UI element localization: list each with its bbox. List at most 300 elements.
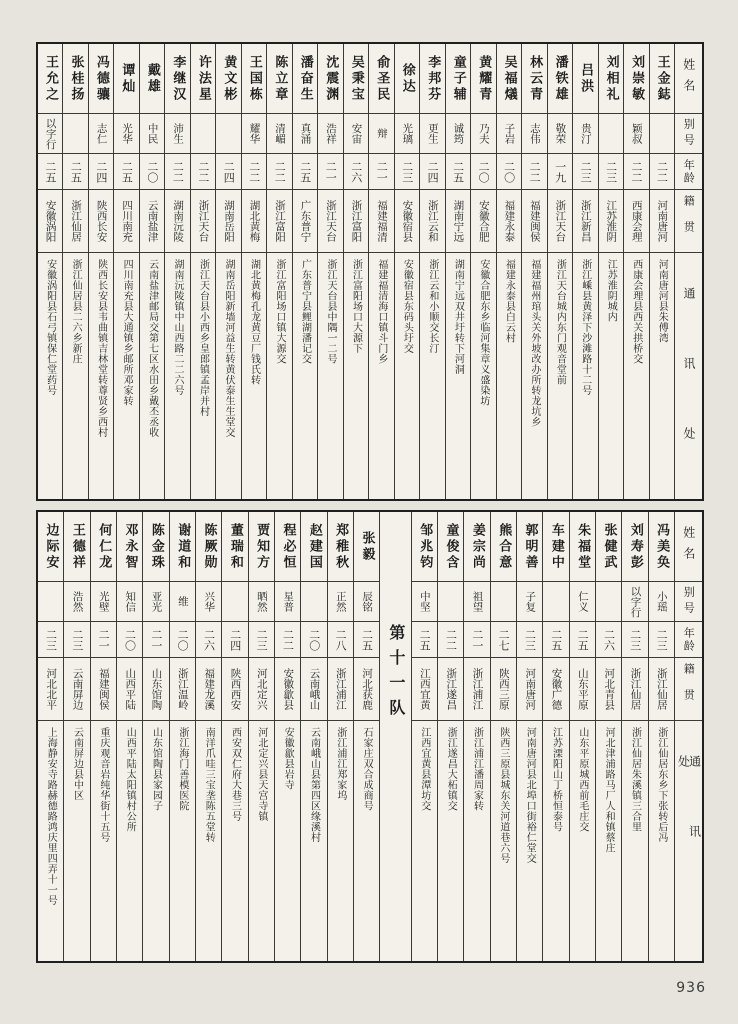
person-alias-text: 祖望 [471,591,484,612]
person-address-text: 浙江天台城内东门观音堂前 [554,259,566,385]
person-address [64,721,89,961]
person-column [249,512,275,961]
person-name [38,44,62,114]
person-age-text: 二一 [97,628,111,651]
person-name [222,512,247,582]
person-age-text: 二一 [470,628,484,651]
person-age-text: 二〇 [502,160,516,183]
person-name [599,44,623,114]
person-address [114,253,138,499]
person-address [165,253,189,499]
person-name-text: 吴秉宝 [348,54,364,103]
person-name-text: 刘崇敏 [629,54,645,103]
person-column [354,512,380,961]
person-native [596,658,621,721]
person-age [117,622,142,658]
person-age-text: 二二 [655,160,669,183]
person-alias [64,582,89,622]
person-name-text: 许法星 [195,54,211,103]
person-column [548,44,573,499]
person-name-text: 王金鋕 [654,54,670,103]
person-alias [596,582,621,622]
person-address [548,253,572,499]
person-age-text: 二三 [655,628,669,651]
person-age-text: 二三 [70,628,84,651]
person-column [420,44,445,499]
person-alias [522,114,546,154]
person-name [196,512,221,582]
person-address-text: 安徽涡阳县石弓镇保仁堂药号 [44,259,56,396]
person-name-text: 李继汉 [170,54,186,103]
person-address-text: 浙江富阳场口镇大源交 [273,259,285,364]
person-name-text: 朱福堂 [575,522,591,571]
person-alias [420,114,444,154]
person-name-text: 张健武 [601,522,617,571]
person-alias [446,114,470,154]
person-name-text: 冯美奂 [654,522,670,571]
person-native-text: 安徽涡阳 [44,200,57,242]
person-alias [570,582,595,622]
person-alias [301,582,326,622]
person-address [369,253,393,499]
person-name [522,44,546,114]
person-alias [216,114,240,154]
person-native-text: 浙江仙居 [655,668,668,710]
person-alias [622,582,647,622]
person-native [275,658,300,721]
person-native [222,658,247,721]
person-native [328,658,353,721]
person-name [275,512,300,582]
person-alias [114,114,138,154]
person-alias [140,114,164,154]
person-age-text: 二二 [630,160,644,183]
person-address-text: 河北津浦路马厂人和镇蔡庄 [603,727,615,853]
person-address-text: 山西平陆太阳镇村公所 [124,727,136,832]
person-age [293,154,317,190]
person-column [573,44,598,499]
person-alias-text: 晒然 [255,591,268,612]
person-address [216,253,240,499]
person-column [491,512,517,961]
person-address-text: 山东馆陶县家园子 [150,727,162,811]
person-age-text: 二二 [196,160,210,183]
person-native [420,190,444,253]
label-age-text: 年龄 [682,626,696,653]
person-address-text: 江苏淮阴城内 [605,259,617,322]
person-column [570,512,596,961]
person-age-text: 二三 [579,160,593,183]
person-alias-text: 浩然 [71,591,84,612]
person-native-text: 河北北平 [45,668,58,710]
person-native-text: 湖南沅陵 [172,200,185,242]
person-address-text: 浙江仙居县二六乡新庄 [70,259,82,364]
person-native [649,658,674,721]
person-age [354,622,379,658]
person-native-text: 浙江天台 [554,200,567,242]
person-alias [517,582,542,622]
person-address [89,253,113,499]
label-native [675,190,702,253]
label-native [675,658,702,721]
label-native-text: 籍贯 [682,195,696,247]
person-native-text: 河南唐河 [656,200,669,242]
person-address [38,721,63,961]
person-age-text: 二〇 [123,628,137,651]
page-number: 936 [676,980,706,996]
person-address [446,253,470,499]
person-name-text: 边际安 [43,522,59,571]
person-name-text: 张桂扬 [68,54,84,103]
person-address-text: 江苏溧阳山丁桥恒泰号 [550,727,562,832]
person-alias [249,582,274,622]
person-native [517,658,542,721]
person-alias [143,582,168,622]
person-name [170,512,195,582]
person-column [222,512,248,961]
person-native-text: 山东馆陶 [150,668,163,710]
person-age-text: 二五 [576,628,590,651]
person-name-text: 车建中 [548,522,564,571]
person-alias [38,114,62,154]
label-age [675,154,702,190]
person-name-text: 董瑞和 [227,522,243,571]
bottom-roster-table [36,510,704,963]
person-name-text: 林云青 [527,54,543,103]
person-column [64,512,90,961]
person-name [369,44,393,114]
person-name [216,44,240,114]
person-column [543,512,569,961]
person-address-text: 浙江云和小顺交长汀 [426,259,438,354]
person-native-text: 四川南充 [121,200,134,242]
person-name-text: 贾知方 [254,522,270,571]
label-age-text: 年龄 [682,158,696,185]
person-name [140,44,164,114]
person-address-text: 上海静安寺路赫德路鸿庆里四弄十一号 [45,727,57,906]
person-address [191,253,215,499]
person-age [522,154,546,190]
person-name-text: 张毅 [359,530,375,563]
person-native-text: 云南屏边 [71,668,84,710]
person-name-text: 黄文彬 [221,54,237,103]
person-age [38,154,62,190]
person-alias [464,582,489,622]
person-column [464,512,490,961]
person-native-text: 陕西西安 [229,668,242,710]
person-age-text: 二五 [43,160,57,183]
person-column [471,44,496,499]
person-age-text: 二六 [202,628,216,651]
person-age [412,622,437,658]
person-name [412,512,437,582]
person-address [242,253,266,499]
person-column [140,44,165,499]
person-address-text: 河南唐河县北埠口街裕仁堂交 [524,727,536,864]
person-address-text: 云南峨山县第四区缘溪村 [308,727,320,843]
person-native [369,190,393,253]
label-name [675,512,702,582]
person-address [196,721,221,961]
person-name-text: 谭灿 [119,62,135,95]
person-native [573,190,597,253]
person-address-text: 福建福州琯头关外坡改办所转龙坑乡 [528,259,540,427]
person-name [649,512,674,582]
person-alias [395,114,419,154]
person-column [114,44,139,499]
person-address [596,721,621,961]
person-age [249,622,274,658]
person-name-text: 童子辅 [450,54,466,103]
person-age-text: 二五 [549,628,563,651]
person-name [471,44,495,114]
person-address-text: 西康会理县西关拱桥交 [630,259,642,364]
person-native-text: 福建福清 [375,200,388,242]
person-age [420,154,444,190]
person-age-text: 二〇 [307,628,321,651]
person-alias-text: 仁义 [576,591,589,612]
person-column [624,44,649,499]
person-address [275,721,300,961]
person-age [649,622,674,658]
person-alias [649,582,674,622]
person-age [497,154,521,190]
person-name [420,44,444,114]
person-native-text: 江苏淮阴 [605,200,618,242]
person-address [117,721,142,961]
person-native-text: 福建龙溪 [203,668,216,710]
person-column [196,512,222,961]
person-age-text: 二〇 [477,160,491,183]
person-name [344,44,368,114]
person-alias [650,114,674,154]
label-name [675,44,702,114]
person-name-text: 姜宗尚 [469,522,485,571]
person-native-text: 浙江温岭 [176,668,189,710]
person-alias [165,114,189,154]
person-native-text: 云南盐津 [146,200,159,242]
person-column [275,512,301,961]
person-age-text: 二八 [334,628,348,651]
person-native [301,658,326,721]
person-age [143,622,168,658]
person-native [38,190,62,253]
person-name [91,512,116,582]
person-age [196,622,221,658]
person-name [517,512,542,582]
person-name [114,44,138,114]
person-address [543,721,568,961]
person-age [599,154,623,190]
person-age-text: 二四 [94,160,108,183]
person-age-text: 二四 [222,160,236,183]
person-name [143,512,168,582]
person-name [596,512,621,582]
person-name [497,44,521,114]
person-name-text: 熊合意 [496,522,512,571]
person-alias [222,582,247,622]
person-address-text: 福建福清海口镇斗门乡 [375,259,387,364]
person-age-text: 二二 [528,160,542,183]
person-alias-text: 光璃 [401,123,414,144]
person-name-text: 王国栋 [246,54,262,103]
person-address-text: 南洋爪哇三宝垄陈五堂转 [203,727,215,843]
person-alias-text: 志仁 [95,123,108,144]
person-age-text: 二三 [400,160,414,183]
person-address [328,721,353,961]
person-alias-text: 小瑶 [655,591,668,612]
person-name [267,44,291,114]
label-name-text: 姓名 [681,525,696,568]
person-name [38,512,63,582]
person-age [301,622,326,658]
person-age [242,154,266,190]
person-native [624,190,648,253]
person-age-text: 二〇 [145,160,159,183]
label-address [675,253,702,499]
person-name-text: 吕洪 [578,62,594,95]
squad-divider [380,512,410,961]
person-native [548,190,572,253]
person-native-text: 浙江新昌 [579,200,592,242]
person-age [275,622,300,658]
person-age-text: 二一 [149,628,163,651]
person-age [573,154,597,190]
person-alias [89,114,113,154]
person-alias-text: 亚光 [150,591,163,612]
person-native [522,190,546,253]
person-name-text: 刘相礼 [603,54,619,103]
person-address-text: 安徽宿县东码头圩交 [401,259,413,354]
person-column [38,44,63,499]
person-column [446,44,471,499]
person-alias [328,582,353,622]
person-address [412,721,437,961]
person-name [165,44,189,114]
person-alias [318,114,342,154]
person-age-text: 二五 [418,628,432,651]
person-native [114,190,138,253]
person-alias [491,582,516,622]
person-name [64,512,89,582]
label-address-text: 通讯处 [682,287,696,497]
person-name-text: 郭明善 [522,522,538,571]
person-column [369,44,394,499]
person-age-text: 二二 [171,160,185,183]
person-age [369,154,393,190]
person-name-text: 徐达 [399,62,415,95]
person-native [249,658,274,721]
person-name-text: 谢道和 [175,522,191,571]
person-native-text: 湖南宁远 [452,200,465,242]
person-address-text: 云南屏边县中区 [71,727,83,801]
person-age [140,154,164,190]
person-address-text: 浙江天台县小西乡皇郎镇孟岸并村 [197,259,209,417]
person-address-text: 山东平原城西前毛庄交 [576,727,588,832]
person-address [170,721,195,961]
person-name-text: 郑稚秋 [333,522,349,571]
person-native-text: 云南峨山 [308,668,321,710]
person-alias [354,582,379,622]
person-address [650,253,674,499]
person-name-text: 沈震渊 [323,54,339,103]
person-age [517,622,542,658]
person-age [543,622,568,658]
person-address [267,253,291,499]
person-native-text: 浙江云和 [426,200,439,242]
person-native [63,190,87,253]
person-name [464,512,489,582]
person-native-text: 西康会理 [630,200,643,242]
person-column [596,512,622,961]
person-age [344,154,368,190]
person-native [570,658,595,721]
person-native-text: 浙江富阳 [274,200,286,242]
person-address [293,253,317,499]
person-native-text: 浙江仙居 [629,668,642,710]
person-native-text: 河北定兴 [255,668,268,710]
person-name-text: 吴福燨 [501,54,517,103]
person-column [293,44,318,499]
person-name [624,44,648,114]
person-age-text: 二〇 [176,628,190,651]
person-alias [242,114,266,154]
person-native-text: 安徽歙县 [282,668,295,710]
person-column [522,44,547,499]
person-alias-text: 乃夫 [477,123,490,144]
person-alias [344,114,368,154]
person-name [548,44,572,114]
person-native [471,190,495,253]
person-native [165,190,189,253]
person-column [328,512,354,961]
person-name-text: 陈厥勋 [201,522,217,571]
person-native [395,190,419,253]
person-name-text: 邹兆钧 [417,522,433,571]
person-name-text: 陈金珠 [148,522,164,571]
person-name-text: 冯德骧 [93,54,109,103]
person-address-text: 浙江天台县中隅一二号 [324,259,336,364]
person-column [242,44,267,499]
person-alias [548,114,572,154]
label-alias [675,582,702,622]
person-native [38,658,63,721]
person-native [412,658,437,721]
person-alias-text: 志伟 [528,123,541,144]
person-age [395,154,419,190]
person-alias [573,114,597,154]
person-alias-text: 诚筠 [452,123,465,144]
person-age-text: 二五 [69,160,83,183]
person-native-text: 浙江富阳 [350,200,363,242]
person-column [622,512,648,961]
person-native [140,190,164,253]
person-alias-text: 安宙 [350,123,363,144]
person-alias [624,114,648,154]
person-alias [275,582,300,622]
directory-sheet [36,42,704,963]
person-age [38,622,63,658]
person-name [438,512,463,582]
person-address [354,721,379,961]
person-alias-text: 子岩 [503,123,516,144]
person-native-text: 浙江天台 [197,200,210,242]
person-address-text: 浙江嵊县黄泽下沙滩路十二号 [579,259,591,396]
person-name [543,512,568,582]
person-age [446,154,470,190]
person-native-text: 安徽广德 [550,668,563,710]
person-age-text: 二三 [523,628,537,651]
